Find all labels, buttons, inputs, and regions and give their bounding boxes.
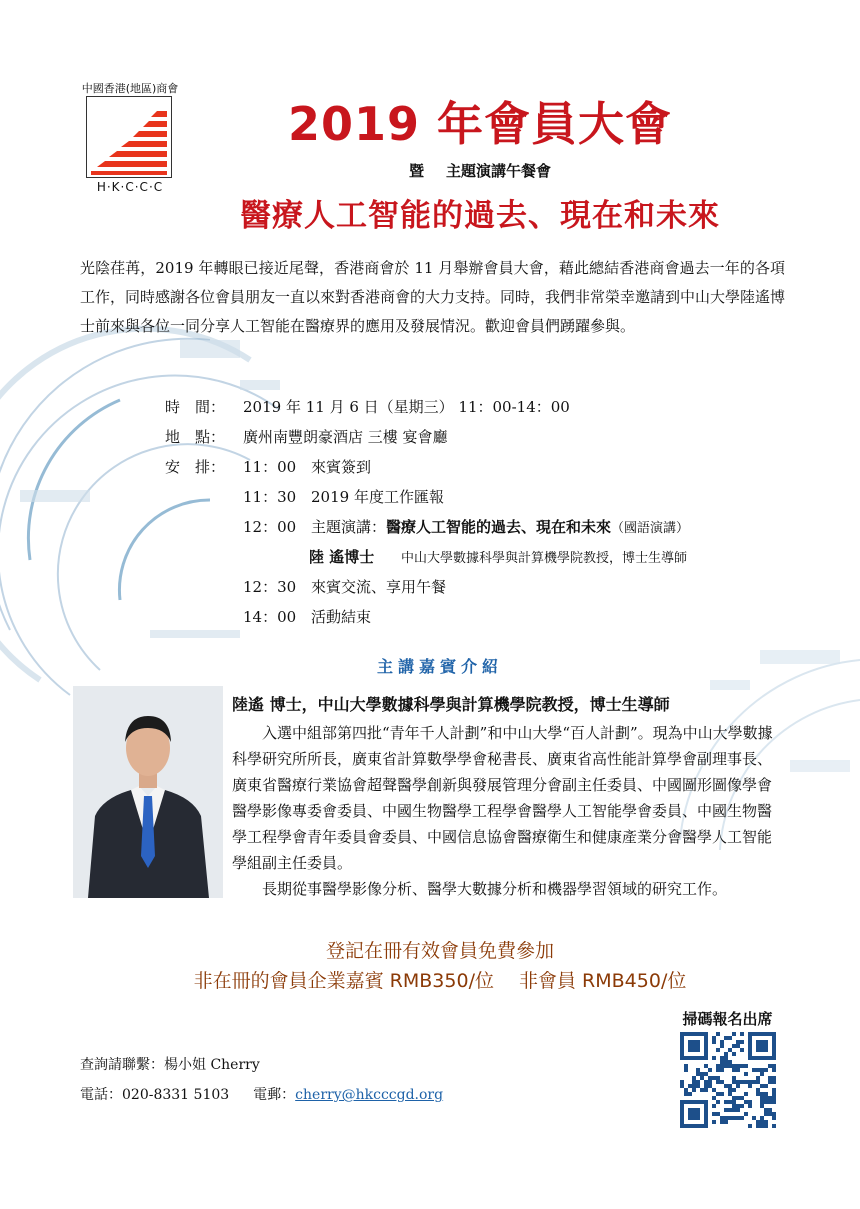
intro-paragraph: 光陰荏苒，2019 年轉眼已接近尾聲，香港商會於 11 月舉辦會員大會，藉此總結香港商會過去一年的各項工作，同時感謝各位會員朋友一直以來對香港商會的大力支持。同時，我們非常榮幸邀請到中山大學陸遙博士前來與各位一同分享人工智能在醫療界的應用及發展情況。歡迎會員們踴躍參與。 [80, 259, 786, 335]
topic-heading: 醫療人工智能的過去、現在和未來 [240, 198, 720, 234]
logo-abbreviation: H·K·C·C·C [96, 180, 164, 194]
schedule-row [243, 606, 371, 627]
speaker-bio [232, 720, 784, 902]
schedule-time: 12：00 [243, 518, 297, 536]
subtitle-prefix: 暨 [408, 162, 424, 180]
subtitle [280, 160, 680, 181]
speaker-section-heading: 主講嘉賓介紹 [376, 657, 503, 676]
contact-person: 查詢請聯繫：楊小姐 Cherry [80, 1057, 260, 1073]
email-label: 電郵： [253, 1087, 296, 1103]
subtitle-text: 主題演講午餐會 [446, 162, 552, 180]
schedule-time: 14：00 [243, 608, 297, 626]
speaker-bio-paragraph: 長期從事醫學影像分析、醫學大數據分析和機器學習領域的研究工作。 [262, 880, 728, 898]
schedule-speaker-row [309, 546, 687, 567]
schedule-row [243, 576, 446, 597]
logo-mark [86, 96, 172, 178]
schedule-row [243, 486, 444, 507]
speaker-portrait-image [73, 686, 223, 898]
schedule-prefix: 主題演講： [311, 518, 387, 536]
schedule-time: 12：30 [243, 578, 297, 596]
schedule-time: 11：30 [243, 488, 297, 506]
schedule-note: （國語演講） [611, 521, 690, 536]
email-link[interactable]: cherry@hkcccgd.org [295, 1087, 444, 1103]
contact-line [80, 1084, 443, 1104]
speaker-photo [73, 686, 223, 898]
schedule-row [165, 456, 371, 477]
registration-qr-code[interactable] [680, 1032, 776, 1128]
circuit-background-graphic [0, 300, 330, 720]
logo-org-name: 中國香港(地區)商會 [81, 82, 179, 95]
schedule-topic: 醫療人工智能的過去、現在和未來 [386, 518, 612, 536]
schedule-text: 2019 年度工作匯報 [311, 488, 444, 506]
speaker-bio-paragraph: 入選中組部第四批“青年千人計劃”和中山大學“百人計劃”。現為中山大學數據科學研究所所長，廣東省計算數學學會秘書長、廣東省高性能計算學會副理事長、廣東省醫療行業協會超聲醫學創新與發展管理分會副主任委員、中國圖形圖像學會醫學影像專委會委員、中國生物醫學工程學會醫學人工智能學會委員、中國生物醫學工程學會青年委員會委員、中國信息協會醫療衛生和健康產業分會醫學人工智能學組副主任委員。 [232, 724, 773, 872]
time-label: 時 間： [165, 398, 226, 416]
logo-stairs-icon [87, 97, 171, 177]
schedule-speaker-title: 中山大學數據科學與計算機學院教授，博士生導師 [401, 551, 688, 566]
place-value: 廣州南豐朗豪酒店 三樓 宴會廳 [243, 428, 448, 446]
schedule-row [243, 516, 689, 537]
schedule-text: 來賓簽到 [311, 458, 372, 476]
detail-place [165, 426, 448, 447]
time-value: 2019 年 11 月 6 日（星期三） 11：00-14：00 [243, 398, 570, 416]
page-title: 2019 年會員大會 [287, 97, 673, 151]
qr-label: 掃碼報名出席 [682, 1010, 773, 1028]
fee-line-members: 登記在冊有效會員免費參加 [325, 940, 554, 962]
detail-time [165, 396, 570, 417]
place-label: 地 點： [165, 428, 226, 446]
schedule-text: 活動結束 [311, 608, 372, 626]
schedule-label: 安 排： [165, 458, 226, 476]
contact-phone: 電話：020-8331 5103 [80, 1087, 230, 1103]
schedule-text: 來賓交流、享用午餐 [311, 578, 447, 596]
speaker-name-line: 陸遙 博士，中山大學數據科學與計算機學院教授，博士生導師 [232, 695, 670, 714]
org-logo [80, 80, 180, 220]
schedule-speaker-name: 陸 遙博士 [309, 548, 375, 566]
schedule-time: 11：00 [243, 458, 297, 476]
fee-line-guests: 非在冊的會員企業嘉賓 RMB350/位 非會員 RMB450/位 [193, 970, 687, 992]
